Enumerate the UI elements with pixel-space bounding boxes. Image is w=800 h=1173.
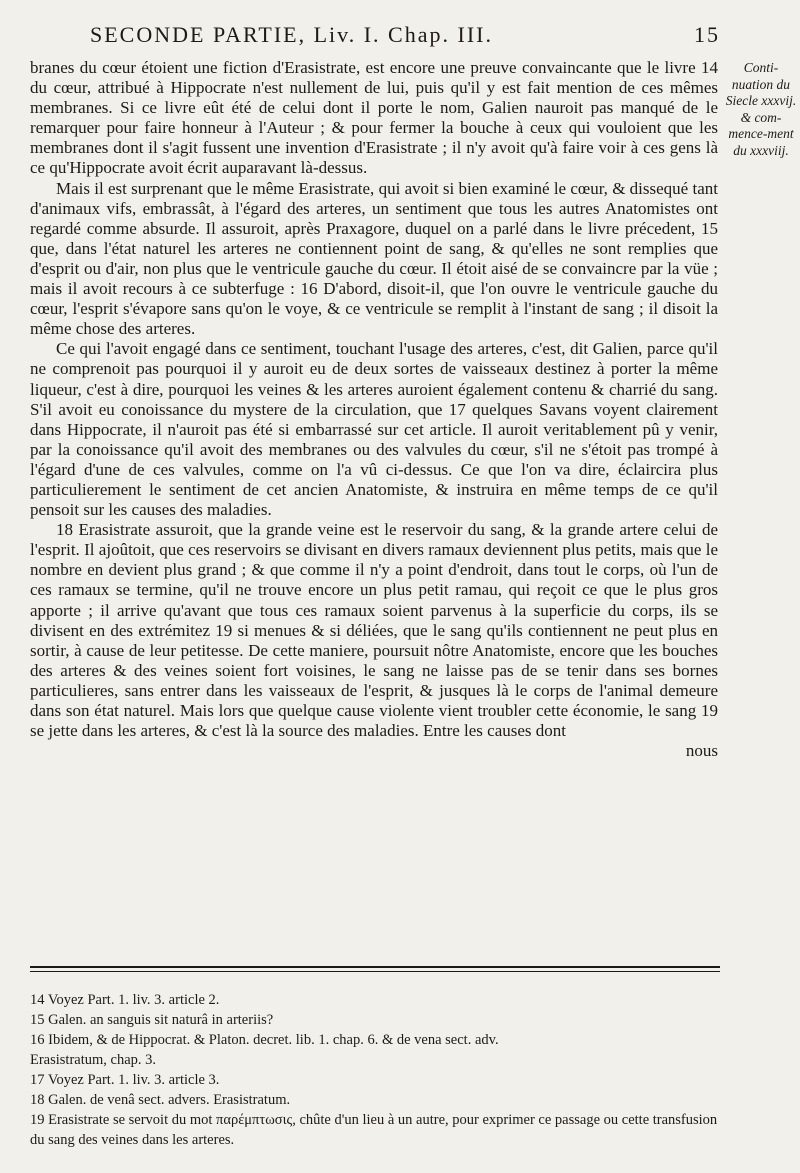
paragraph-3: Ce qui l'avoit engagé dans ce sentiment, touchant l'usage des arteres, c'est, dit Galien, parce qu'il ne comprenoit pas pourquoi il y auroit eu de deux sortes de vaisseaux destinez à porter la même liqueur, c'est à dire, pourquoi les veines & les arteres auroient également contenu & charrié du sang. S'il avoit eu conoissance du mystere de la circulation, que 17 quelques Savans voyent clairement dans Hippocrate, il n'auroit pas été si embarrassé sur cet article. Il auroit veritablement pû y venir, par la conoissance qu'il avoit des membranes ou des valvules du cœur, s'il ne s'étoit pas trompé à l'égard d'une de ces valvules, comme on l'a vû ci-dessus. Ce que l'on va dire, éclaircira plus particulierement le sentiment de cet ancien Anatomiste, & instruira en même temps de ce qu'il pensoit sur les causes des maladies.	[30, 339, 718, 520]
footnote-16-continued: Erasistratum, chap. 3.	[30, 1052, 157, 1068]
paragraph-2: Mais il est surprenant que le même Erasistrate, qui avoit si bien examiné le cœur, & dissequé tant d'animaux vifs, embrassât, à l'égard des arteres, un sentiment que tous les autres Anatomistes ont regardé comme absurde. Il assuroit, après Praxagore, duquel on a parlé dans le livre précedent, 15 que, dans l'état naturel les arteres ne contiennent point de sang, & qu'elles ne sont remplies que d'esprit ou d'air, non plus que le ventricule gauche du cœur. Il étoit aisé de se convaincre par la vüe ; mais il avoit recours à ce subterfuge : 16 D'abord, disoit-il, que l'on ouvre le ventricule gauche du cœur, l'esprit s'évapore sans qu'on le voye, & ce ventricule se remplit à l'instant de sang ; il disoit la même chose des arteres.	[30, 178, 718, 339]
paragraph-4: 18 Erasistrate assuroit, que la grande veine est le reservoir du sang, & la grande artere celui de l'esprit. Il ajoûtoit, que ces reservoirs se divisant en divers ramaux deviennent plus petits, mais que le nombre en devient plus grand ; & que comme il n'y a point d'endroit, dans tout le corps, où l'un de ces ramaux se termine, qu'il ne trouve encore un plus petit ramau, qui reçoit ce que le plus gros apporte ; il arrive qu'avant que tous ces ramaux soient parvenus à la superficie du corps, ils se divisent en des extrémitez 19 si menues & si déliées, que le sang qu'ils contiennent ne peut plus en sortir, à cause de leur petitesse. De cette maniere, poursuit nôtre Anatomiste, encore que les bouches des arteres & des veines soient fort voisines, le sang ne laisse pas de se tenir dans ses bornes particulieres, sans entrer dans les vaisseaux de l'esprit, & jusques là le corps de l'animal demeure dans son état naturel. Mais lors que quelque cause violente vient troubler cette économie, le sang 19 se jette dans les arteres, & c'est là la source des maladies. Entre les causes dont	[30, 520, 718, 741]
footnotes	[30, 990, 720, 1150]
catchword: nous	[685, 741, 718, 761]
footnote-rule-thin	[30, 971, 720, 972]
main-text	[30, 58, 718, 761]
margin-note: Conti-nuation du Siecle xxxvij. & com-mence-ment du xxxviij.	[725, 60, 797, 158]
footnote-15: 15 Galen. an sanguis sit naturâ in arteriis?	[30, 1012, 274, 1028]
paragraph-1: branes du cœur étoient une fiction d'Erasistrate, est encore une preuve convaincante que le livre 14 du cœur, attribué à Hippocrate n'est nullement de lui, puis qu'il y est fait mention de ces mêmes membranes. Si ce livre eût été de celui dont il porte le nom, Galien nauroit pas manqué de le remarquer pour faire honneur à l'Auteur ; & pour fermer la bouche à ceux qui vouloient que les membranes dont il s'agit fussent une invention d'Erasistrate ; il n'y avoit qu'à faire voir à ces gens là ce qu'Hippocrate avoit écrit auparavant là-dessus.	[30, 58, 718, 178]
footnote-14: 14 Voyez Part. 1. liv. 3. article 2.	[30, 992, 220, 1008]
footnote-rule	[30, 966, 720, 968]
page-number: 15	[694, 22, 720, 47]
footnote-18: 18 Galen. de venâ sect. advers. Erasistratum.	[30, 1092, 291, 1108]
header-title: SECONDE PARTIE, Liv. I. Chap. III.	[90, 22, 493, 47]
footnote-16: 16 Ibidem, & de Hippocrat. & Platon. decret. lib. 1. chap. 6. & de vena sect. adv.	[30, 1032, 499, 1048]
running-header	[60, 22, 740, 50]
footnote-19: 19 Erasistrate se servoit du mot παρέμπτωσις, chûte d'un lieu à un autre, pour exprimer ce passage ou cette transfusion du sang des veines dans les arteres.	[30, 1112, 718, 1148]
footnote-17: 17 Voyez Part. 1. liv. 3. article 3.	[30, 1072, 220, 1088]
